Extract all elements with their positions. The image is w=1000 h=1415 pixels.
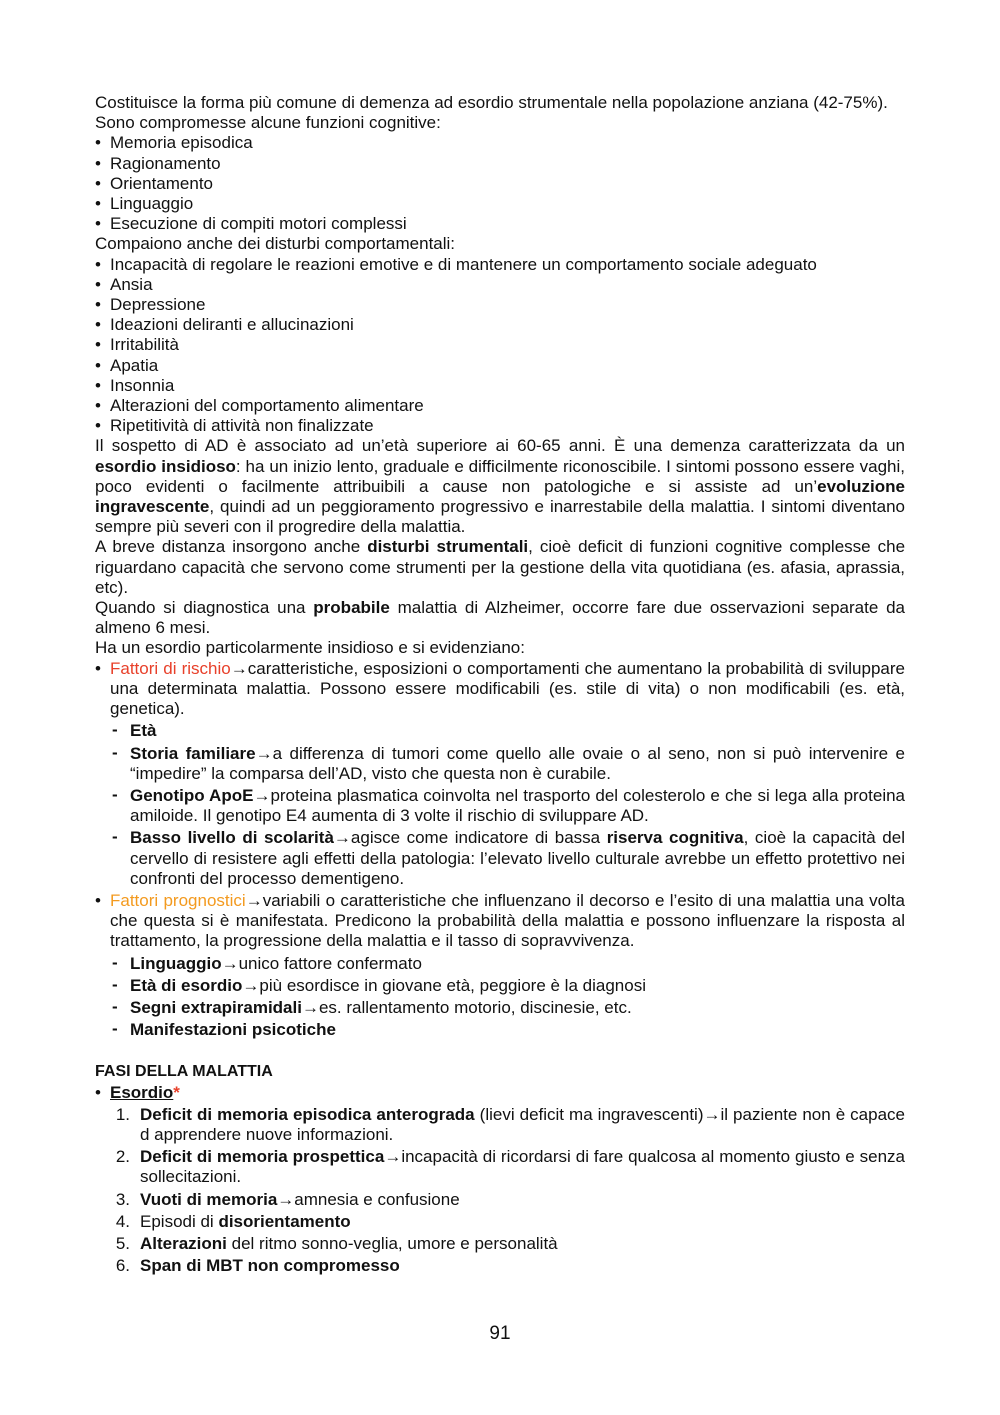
sub-item: - Età [95,721,905,741]
section-heading: FASI DELLA MALATTIA [95,1063,273,1081]
numbered-item: 6. Span di MBT non compromesso [115,1256,400,1276]
prognostic-factors-item: • Fattori prognostici→variabili o caratteristiche che influenzano il decorso e l’esito di una malattia una volta che questa si è manifestata. Predicono la probabilità della malattia e possono influenzare la risposta al trattamento, la progressione della malattia e il tasso di sopravvivenza. [95,891,905,952]
cognitive-functions-list [95,133,905,234]
risk-factors-label: Fattori di rischio [110,658,231,678]
behavioral-disorders-list [95,255,905,437]
list-item: • Ragionamento [95,154,905,174]
prognostic-factors-label: Fattori prognostici [110,890,246,910]
cognitive-functions-intro: Sono compromesse alcune funzioni cognitive: [95,113,441,133]
list-item: • Esecuzione di compiti motori complessi [95,214,905,234]
list-item: • Ripetitività di attività non finalizzate [95,416,905,436]
sub-item: - Basso livello di scolarità→agisce come indicatore di bassa riserva cognitiva, cioè la capacità del cervello di resistere agli effetti della patologia: l’elevato livello culturale avrebbe un effetto protettivo nei confronti del processo dementigeno. [95,828,905,889]
behavioral-disorders-intro: Compaiono anche dei disturbi comportamentali: [95,234,456,254]
sub-item: - Genotipo ApoE→proteina plasmatica coinvolta nel trasporto del colesterolo e che si lega alla proteina amiloide. Il genotipo E4 aumenta di 3 volte il rischio di sviluppare AD. [95,786,905,826]
sub-item: - Linguaggio→unico fattore confermato [95,954,905,974]
sub-item: - Storia familiare→a differenza di tumori come quello alle ovaie o al seno, non si può intervenire e “impedire” la comparsa dell’AD, visto che questa non è curabile. [95,744,905,784]
diagnosis-paragraph: Quando si diagnostica una probabile malattia di Alzheimer, occorre fare due osservazioni separate da almeno 6 mesi. [95,598,905,638]
list-item: • Incapacità di regolare le reazioni emotive e di mantenere un comportamento sociale adeguato [95,255,905,275]
list-item: • Insonnia [95,376,905,396]
list-item: • Memoria episodica [95,133,905,153]
numbered-item: 4. Episodi di disorientamento [115,1211,351,1231]
onset-paragraph: Ha un esordio particolarmente insidioso e si evidenziano: [95,638,525,658]
sub-item: - Manifestazioni psicotiche [95,1020,905,1040]
list-item: • Apatia [95,356,905,376]
sub-item: - Età di esordio→più esordisce in giovane età, peggiore è la diagnosi [95,976,905,996]
numbered-item: 3. Vuoti di memoria→amnesia e confusione [115,1189,460,1209]
page-number: 91 [489,1323,511,1344]
list-item: • Ideazioni deliranti e allucinazioni [95,315,905,335]
list-item: • Alterazioni del comportamento alimentare [95,396,905,416]
main-content [95,93,905,1276]
esordio-item: • Esordio* [95,1083,905,1103]
list-item: • Irritabilità [95,335,905,355]
intro-paragraph: Costituisce la forma più comune di demenza ad esordio strumentale nella popolazione anziana (42-75%). [95,93,888,112]
numbered-item: 1. Deficit di memoria episodica anterograda (lievi deficit ma ingravescenti)→il paziente non è capace d apprendere nuove informazioni. [115,1104,905,1144]
list-item: • Orientamento [95,174,905,194]
list-item: • Linguaggio [95,194,905,214]
risk-factors-item: • Fattori di rischio→caratteristiche, esposizioni o comportamenti che aumentano la probabilità di sviluppare una determinata malattia. Possono essere modificabili (es. stile di vita) o non modificabili (es. età, genetica). [95,659,905,720]
suspicion-paragraph: Il sospetto di AD è associato ad un’età superiore ai 60-65 anni. È una demenza caratterizzata da un esordio insidioso: ha un inizio lento, graduale e difficilmente riconoscibile. I sintomi possono essere vaghi, poco evidenti o facilmente attribuibili a cause non patologiche e si assiste ad un’evoluzione ingravescente, quindi ad un peggioramento progressivo e inarrestabile della malattia. I sintomi diventano sempre più severi con il progredire della malattia. [95,436,905,537]
numbered-item: 5. Alterazioni del ritmo sonno-veglia, umore e personalità [115,1233,558,1253]
instrumental-disorders-paragraph: A breve distanza insorgono anche disturbi strumentali, cioè deficit di funzioni cognitive complesse che riguardano capacità che servono come strumenti per la gestione della vita quotidiana (es. afasia, aprassia, etc). [95,537,906,597]
numbered-item: 2. Deficit di memoria prospettica→incapacità di ricordarsi di fare qualcosa al momento giusto e senza sollecitazioni. [115,1147,906,1187]
list-item: • Depressione [95,295,905,315]
sub-item: - Segni extrapiramidali→es. rallentamento motorio, discinesie, etc. [95,998,905,1018]
list-item: • Ansia [95,275,905,295]
